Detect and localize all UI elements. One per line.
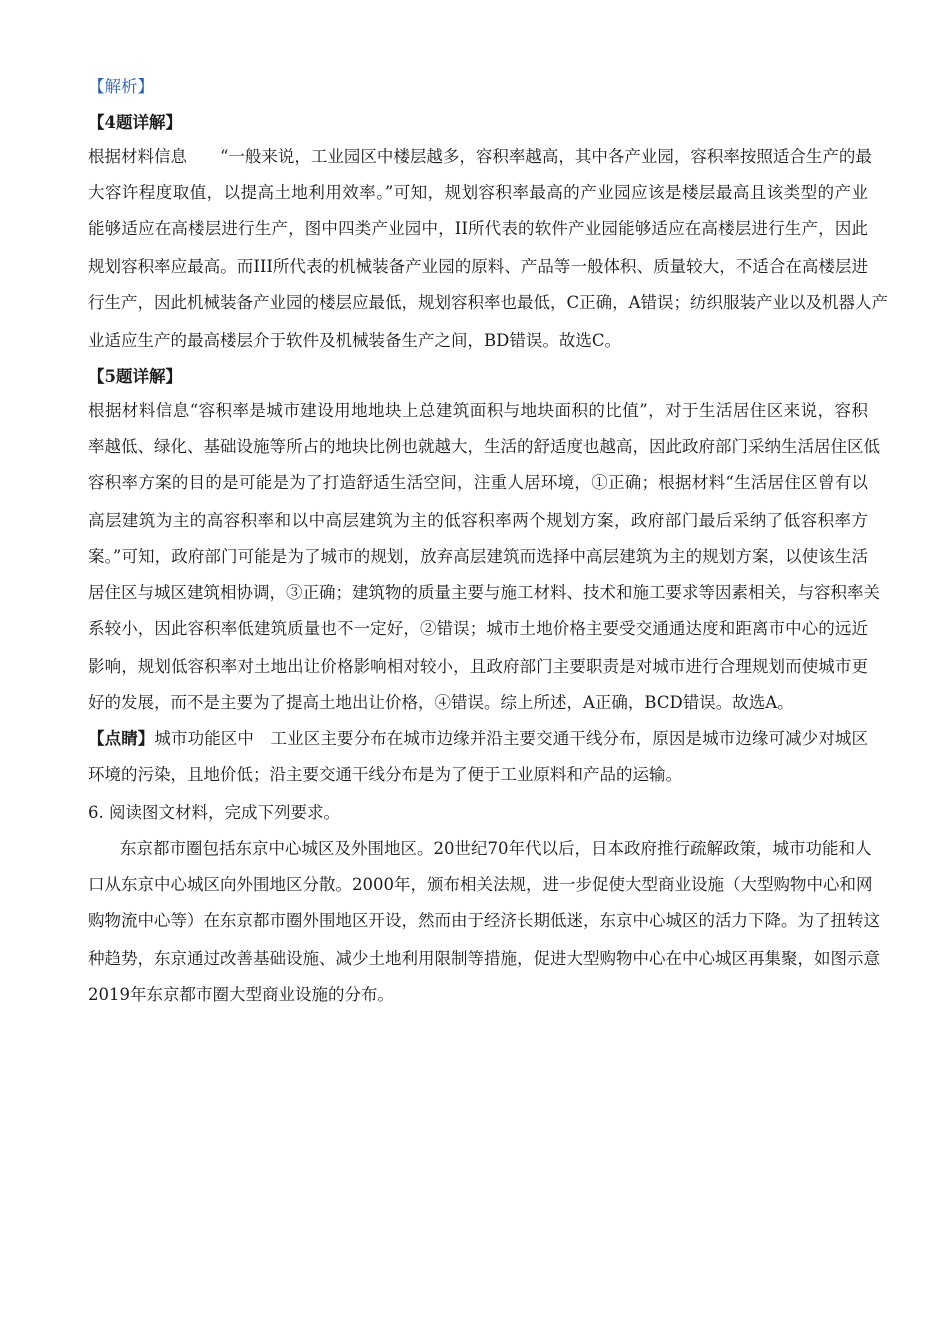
q4-line: 能够适应在高楼层进行生产，图中四类产业园中，II所代表的软件产业园能够适应在高楼层进行生产，因此 <box>88 219 868 238</box>
q6-line: 东京都市圈包括东京中心城区及外围地区。20世纪70年代以后，日本政府推行疏解政策，城市功能和人 <box>120 839 872 858</box>
q5-line: 高层建筑为主的高容积率和以中高层建筑为主的低容积率两个规划方案，政府部门最后采纳了低容积率方 <box>88 511 868 530</box>
q5-line: 影响，规划低容积率对土地出让价格影响相对较小，且政府部门主要职责是对城市进行合理规划而使城市更 <box>88 657 868 676</box>
q4-line: 根据材料信息 “一般来说，工业园区中楼层越多，容积率越高，其中各产业园，容积率按照适合生产的最 <box>88 147 872 166</box>
q4-line: 业适应生产的最高楼层介于软件及机械装备生产之间，BD错误。故选C。 <box>88 331 621 350</box>
q6-line: 种趋势，东京通过改善基础设施、减少土地利用限制等措施，促进大型购物中心在中心城区再集聚，如图示意 <box>88 949 880 968</box>
q4-line: 行生产，因此机械装备产业园的楼层应最低，规划容积率也最低，C正确，A错误；纺织服装产业以及机器人产 <box>88 293 889 312</box>
q5-line: 根据材料信息“容积率是城市建设用地地块上总建筑面积与地块面积的比值”，对于生活居住区来说，容积 <box>88 401 868 420</box>
tip-line: 环境的污染，且地价低；沿主要交通干线分布是为了便于工业原料和产品的运输。 <box>88 765 682 784</box>
q4-line: 大容许程度取值，以提高土地利用效率。”可知，规划容积率最高的产业园应该是楼层最高且该类型的产业 <box>88 183 868 202</box>
q5-line: 率越低、绿化、基础设施等所占的地块比例也就越大，生活的舒适度也越高，因此政府部门采纳生活居住区低 <box>88 437 880 456</box>
q5-line: 案。”可知，政府部门可能是为了城市的规划，放弃高层建筑而选择中高层建筑为主的规划方案，以使该生活 <box>88 547 868 566</box>
q6-line: 口从东京中心城区向外围地区分散。2000年，颁布相关法规，进一步促使大型商业设施（大型购物中心和网 <box>88 875 873 894</box>
q6-stem: 6. 阅读图文材料，完成下列要求。 <box>88 803 340 822</box>
q5-line: 好的发展，而不是主要为了提高土地出让价格，④错误。综上所述，A正确，BCD错误。故选A。 <box>88 693 794 712</box>
q5-heading: 【5题详解】 <box>88 367 182 386</box>
q5-line: 居住区与城区建筑相协调，③正确；建筑物的质量主要与施工材料、技术和施工要求等因素相关，与容积率关 <box>88 583 880 602</box>
tip-text: 城市功能区中 工业区主要分布在城市边缘并沿主要交通干线分布，原因是城市边缘可减少对城区 <box>154 729 869 748</box>
q4-heading: 【4题详解】 <box>88 113 182 132</box>
q6-line: 2019年东京都市圈大型商业设施的分布。 <box>88 985 394 1004</box>
q6-line: 购物流中心等）在东京都市圈外围地区开设，然而由于经济长期低迷，东京中心城区的活力下降。为了扭转这 <box>88 911 880 930</box>
q5-line: 系较小，因此容积率低建筑质量也不一定好，②错误；城市土地价格主要受交通通达度和距离市中心的远近 <box>88 619 868 638</box>
q5-line: 容积率方案的目的是可能是为了打造舒适生活空间，注重人居环境，①正确；根据材料“生活居住区曾有以 <box>88 473 868 492</box>
tip-line <box>88 728 868 750</box>
q4-line: 规划容积率应最高。而III所代表的机械装备产业园的原料、产品等一般体积、质量较大，不适合在高楼层进 <box>88 257 868 276</box>
tip-label: 【点睛】 <box>88 729 155 748</box>
analysis-label: 【解析】 <box>88 77 154 96</box>
